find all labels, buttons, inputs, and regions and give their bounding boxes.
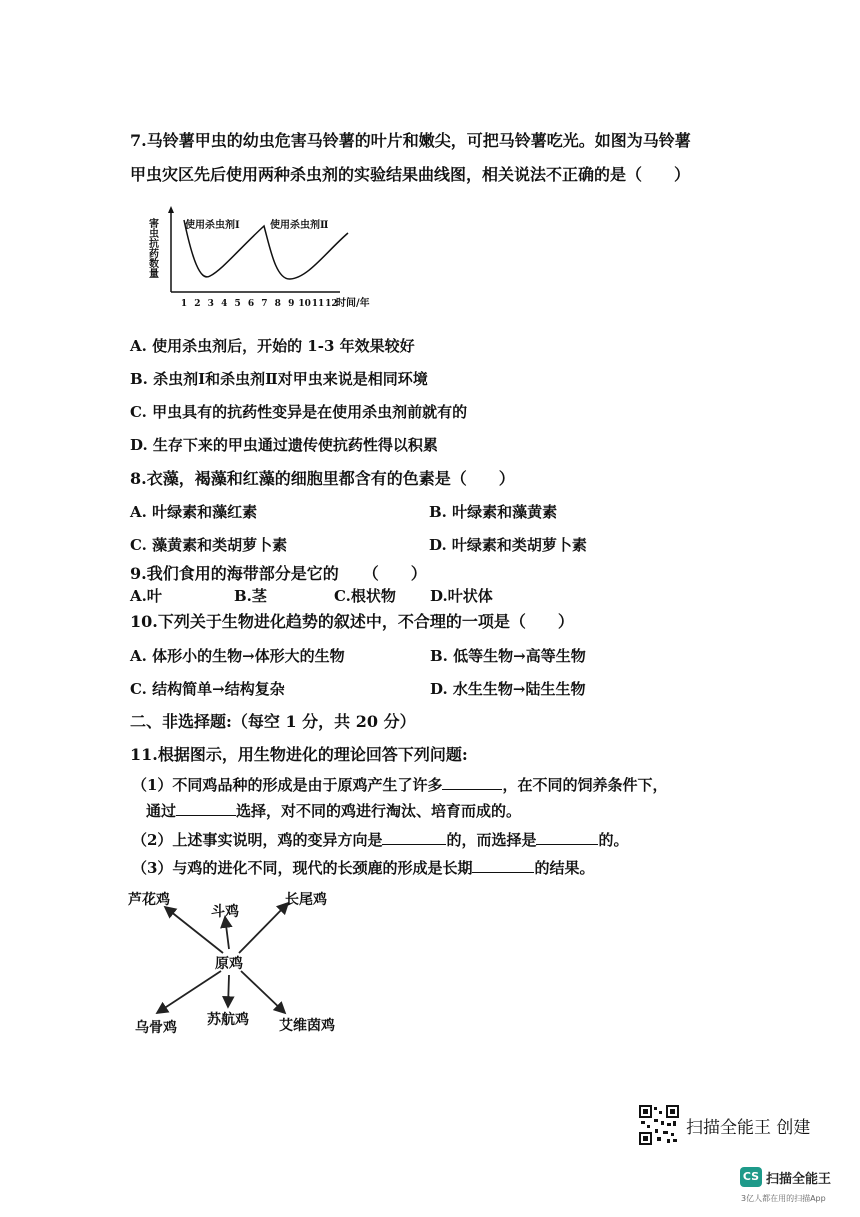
q11-part1-line1: （1）不同鸡品种的形成是由于原鸡产生了许多 ，在不同的饲养条件下，: [132, 776, 668, 794]
breed-top-mid: 斗鸡: [211, 904, 239, 920]
q11-part1-line2: 通过 选择，对不同的鸡进行淘汰、培育而成的。: [146, 802, 522, 820]
q7-option-d: D. 生存下来的甲虫通过遗传使抗药性得以积累: [130, 436, 438, 454]
answer-blank[interactable]: [382, 829, 446, 845]
graph-tick-label: 9: [288, 299, 295, 309]
breed-bottom-right: 艾维茵鸡: [279, 1018, 335, 1034]
graph-tick-label: 12: [325, 299, 338, 309]
graph-tick-label: 3: [207, 299, 214, 309]
q7-option-c: C. 甲虫具有的抗药性变异是在使用杀虫剂前就有的: [130, 403, 468, 421]
breed-bottom-left: 乌骨鸡: [135, 1020, 177, 1036]
q9-stem: 9.我们食用的海带部分是它的 （ ）: [130, 564, 427, 583]
section-2-heading: 二、非选择题:（每空 1 分，共 20 分）: [130, 712, 416, 731]
q7-option-a: A. 使用杀虫剂后，开始的 1-3 年效果较好: [130, 337, 415, 355]
graph-y-arrow: [168, 206, 174, 213]
answer-blank[interactable]: [536, 829, 598, 845]
q10-stem: 10.下列关于生物进化趋势的叙述中，不合理的一项是（ ）: [130, 612, 574, 631]
answer-blank[interactable]: [176, 800, 236, 816]
graph-label-2: 使用杀虫剂Ⅱ: [270, 220, 329, 231]
scanner-watermark: 扫描全能王 创建: [686, 1118, 811, 1138]
chicken-breeds-diagram: [125, 885, 365, 1050]
graph-tick-label: 8: [274, 299, 281, 309]
graph-tick-label: 2: [194, 299, 201, 309]
qr-code-icon: [639, 1105, 679, 1145]
camscanner-tagline: 3亿人都在用的扫描App: [741, 1194, 826, 1203]
q11-part2: （2）上述事实说明，鸡的变异方向是 的，而选择是 的。: [132, 831, 629, 849]
breed-center: 原鸡: [215, 956, 243, 972]
q9-option-b: B.茎: [234, 587, 267, 605]
q10-option-b: B. 低等生物→高等生物: [430, 647, 586, 665]
breed-top-left: 芦花鸡: [128, 892, 170, 908]
q8-option-c: C. 藻黄素和类胡萝卜素: [130, 536, 288, 554]
graph-ylabel: 害虫抗药数量: [146, 218, 158, 278]
graph-tick-label: 1: [180, 299, 188, 309]
graph-tick-labels: [181, 299, 338, 309]
graph-tick-label: 4: [221, 299, 228, 309]
q7-stem-line2: 甲虫灾区先后使用两种杀虫剂的实验结果曲线图，相关说法不正确的是（ ）: [130, 165, 691, 184]
q9-option-d: D.叶状体: [430, 587, 493, 605]
q10-option-a: A. 体形小的生物→体形大的生物: [130, 647, 345, 665]
graph-tick-label: 6: [247, 299, 255, 309]
breed-top-right: 长尾鸡: [285, 892, 327, 908]
q8-option-d: D. 叶绿素和类胡萝卜素: [429, 536, 587, 554]
q10-option-d: D. 水生生物→陆生生物: [430, 680, 586, 698]
camscanner-logo: CS: [740, 1167, 762, 1187]
graph-tick-label: 11: [311, 299, 325, 309]
graph-xlabel: 时间/年: [336, 298, 370, 309]
q9-option-c: C.根状物: [334, 587, 396, 605]
q7-option-b: B. 杀虫剂Ⅰ和杀虫剂Ⅱ对甲虫来说是相同环境: [130, 370, 428, 388]
graph-label-1: 使用杀虫剂Ⅰ: [185, 220, 240, 231]
q7-resistance-graph: [140, 200, 380, 320]
q11-stem: 11.根据图示，用生物进化的理论回答下列问题:: [130, 745, 468, 764]
breed-bottom-mid: 苏航鸡: [207, 1012, 249, 1028]
q8-option-b: B. 叶绿素和藻黄素: [429, 503, 558, 521]
q7-stem-line1: 7.马铃薯甲虫的幼虫危害马铃薯的叶片和嫩尖，可把马铃薯吃光。如图为马铃薯: [130, 131, 691, 150]
graph-tick-label: 10: [298, 299, 311, 309]
q8-stem: 8.衣藻，褐藻和红藻的细胞里都含有的色素是（ ）: [130, 469, 515, 488]
q9-option-a: A.叶: [130, 587, 162, 605]
answer-blank[interactable]: [442, 774, 502, 790]
q10-option-c: C. 结构简单→结构复杂: [130, 680, 285, 698]
q8-option-a: A. 叶绿素和藻红素: [130, 503, 258, 521]
graph-tick-label: 7: [261, 299, 268, 309]
q11-part3: （3）与鸡的进化不同，现代的长颈鹿的形成是长期 的结果。: [132, 859, 595, 877]
answer-blank[interactable]: [472, 857, 534, 873]
camscanner-name: 扫描全能王: [766, 1172, 832, 1187]
graph-tick-label: 5: [234, 299, 241, 309]
